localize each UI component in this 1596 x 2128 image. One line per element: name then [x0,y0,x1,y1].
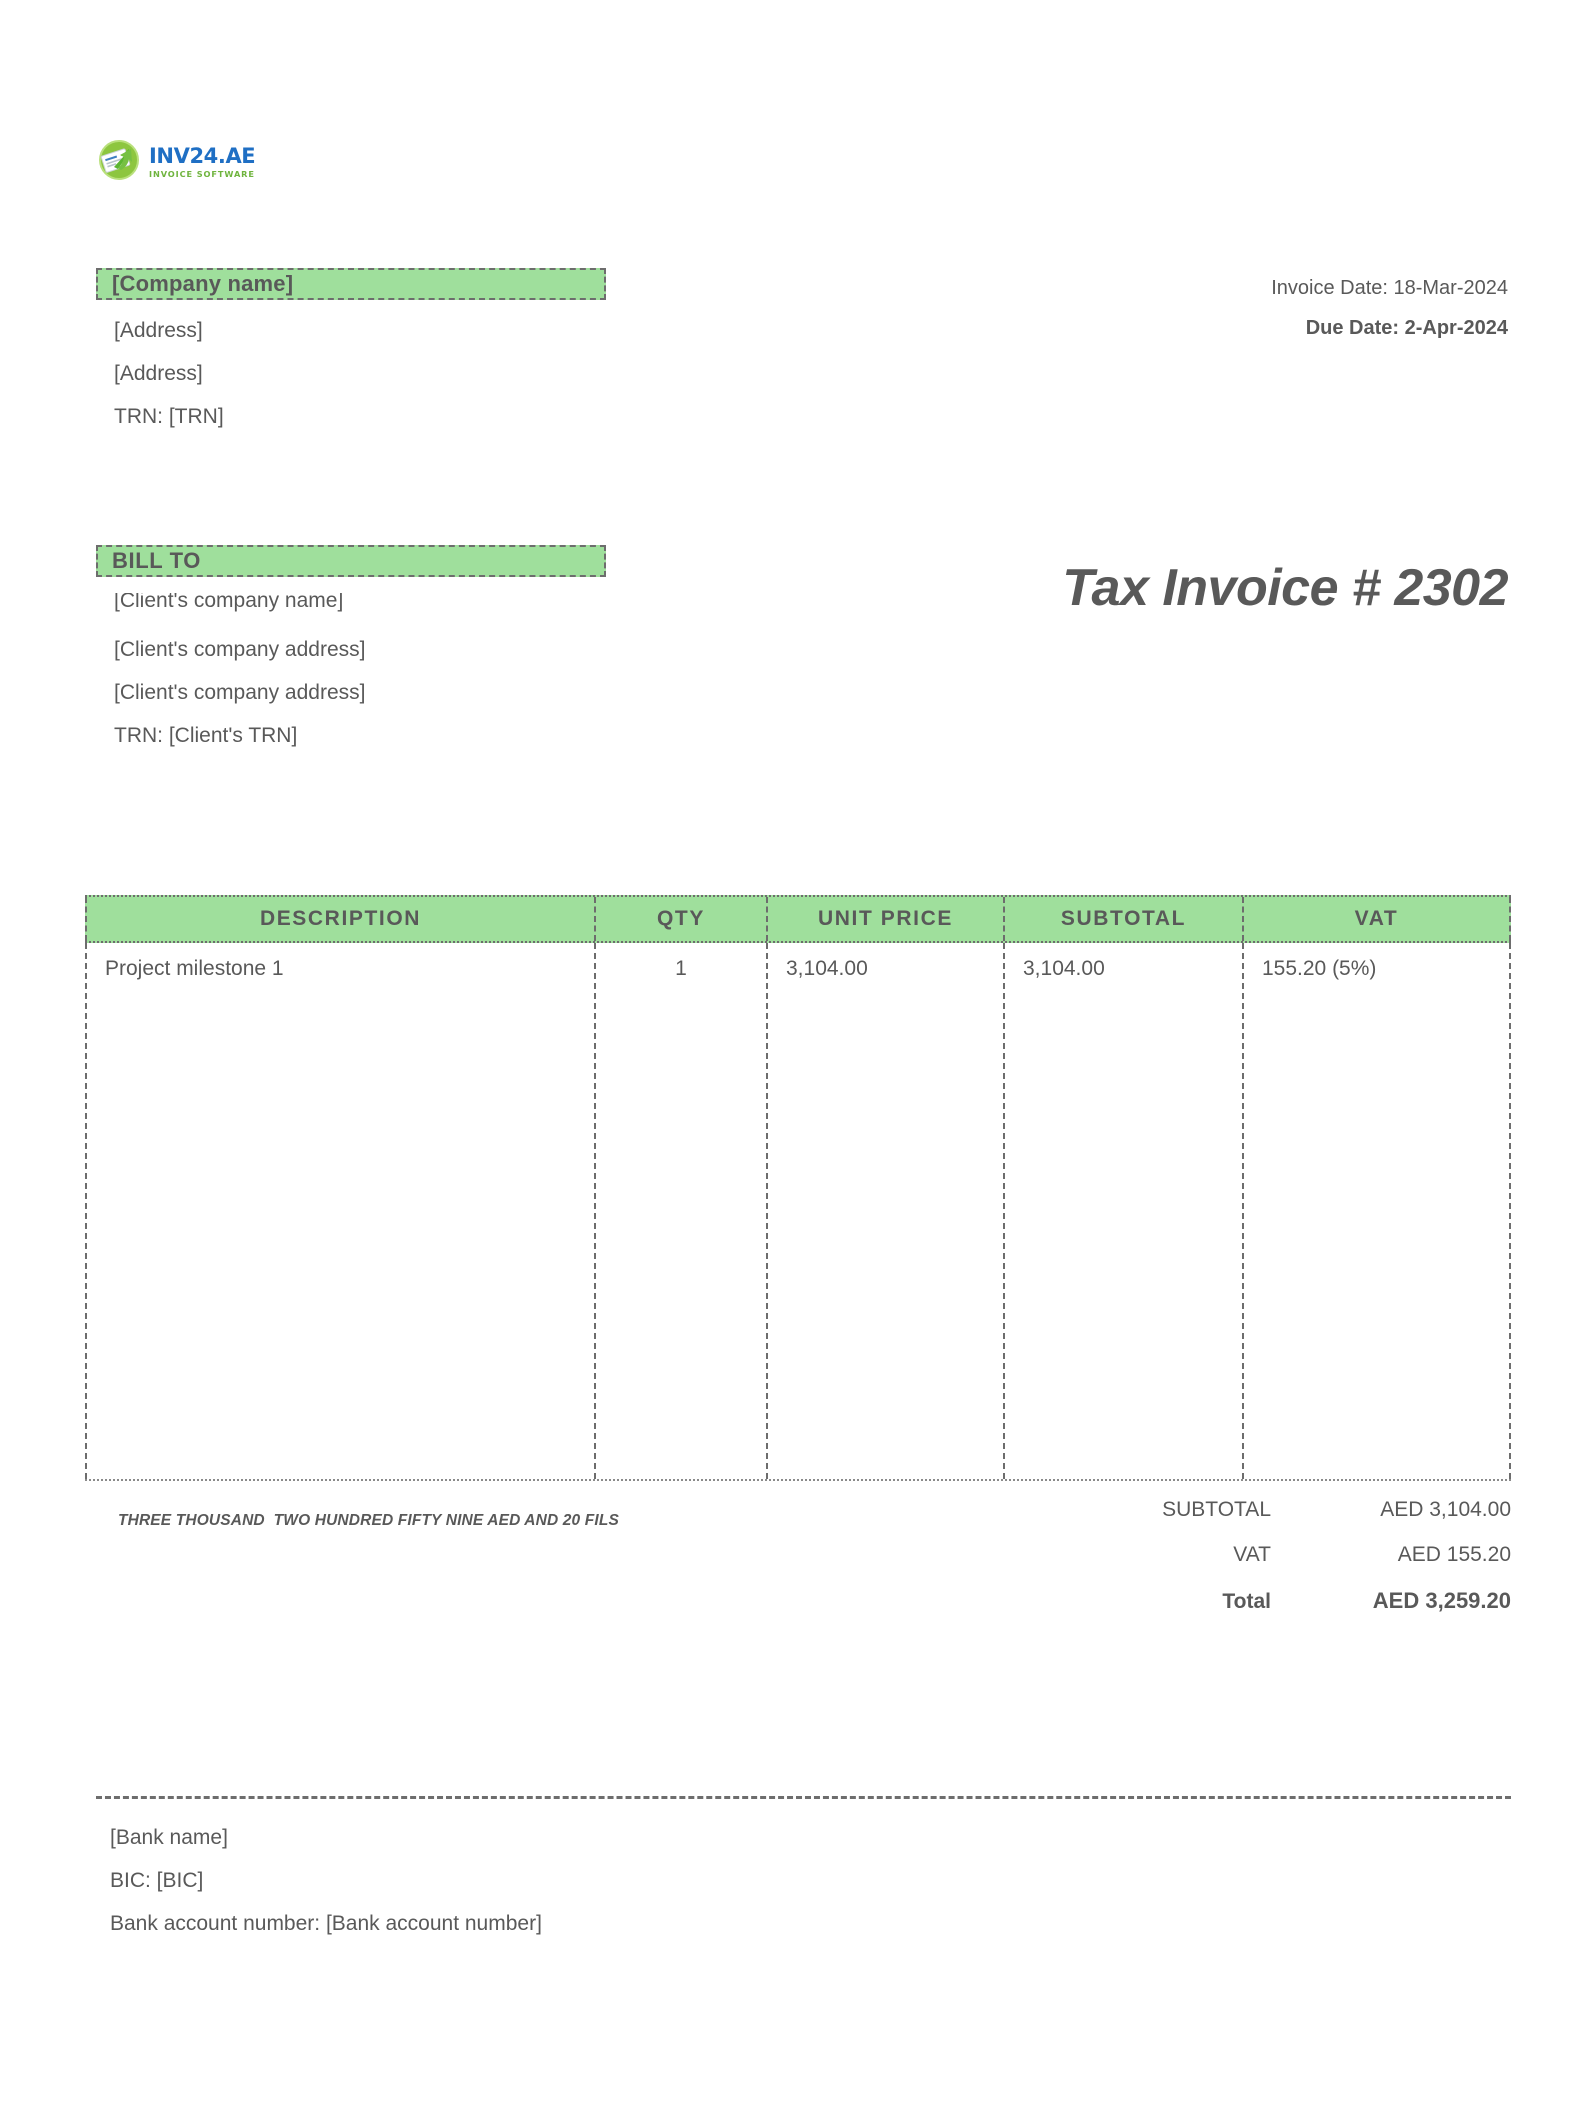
vat-label: VAT [1233,1543,1271,1566]
cell-qty-value: 1 [675,957,687,980]
bill-to-heading[interactable] [96,545,606,577]
column-header-unit-price-label: UNIT PRICE [817,907,953,930]
vat-value: AED 155.20 [1397,1543,1511,1566]
bank-bic: BIC: [BIC] [110,1869,204,1892]
client-trn: TRN: [Client's TRN] [114,724,298,747]
totals-row-vat [1051,1543,1511,1567]
client-address-line-2: [Client's company address] [114,681,366,704]
brand-name: INV24.AE [149,143,256,168]
invoice-arrow-logo-icon [96,137,142,183]
invoice-date: Invoice Date: 18-Mar-2024 [1271,277,1508,299]
cell-subtotal-value: 3,104.00 [1023,957,1105,980]
client-address-line-1: [Client's company address] [114,638,366,661]
dates-block [1271,278,1508,338]
brand-logo [96,137,255,183]
subtotal-value: AED 3,104.00 [1380,1498,1511,1521]
cell-vat-value: 155.20 (5%) [1262,957,1377,980]
brand-tagline: INVOICE SOFTWARE [149,168,255,179]
column-header-description-label: DESCRIPTION [259,907,422,930]
seller-block [96,268,606,427]
bill-to-block [96,545,606,746]
column-header-qty [594,897,766,941]
cell-description-value: Project milestone 1 [105,957,284,980]
bank-details-block [110,1827,542,1934]
cell-unit-price[interactable] [766,943,1003,1479]
subtotal-label: SUBTOTAL [1162,1498,1271,1521]
company-name-field[interactable] [96,268,606,300]
items-table-header-row [85,895,1511,943]
cell-description[interactable] [85,943,594,1479]
client-name-wrapper [96,593,606,617]
bank-account-number: Bank account number: [Bank account number] [110,1912,542,1935]
total-label: Total [1222,1590,1271,1613]
column-header-qty-label: QTY [657,907,705,930]
column-header-subtotal [1003,897,1242,941]
totals-block [1051,1498,1511,1614]
column-header-vat [1242,897,1511,941]
page-title: Tax Invoice # 2302 [1062,559,1508,617]
totals-row-subtotal [1051,1498,1511,1522]
due-date: Due Date: 2-Apr-2024 [1305,317,1508,339]
column-header-description [85,897,594,941]
bank-name: [Bank name] [110,1826,228,1849]
cell-subtotal[interactable] [1003,943,1242,1479]
amount-in-words: THREE THOUSAND TWO HUNDRED FIFTY NINE AED AND 20 FILS [118,1512,619,1529]
cell-qty[interactable] [594,943,766,1479]
bill-to-label: BILL TO [112,547,201,573]
items-table [85,895,1511,1481]
column-header-vat-label: VAT [1354,907,1399,930]
company-address-line-2: [Address] [114,362,203,385]
company-trn: TRN: [TRN] [114,405,224,428]
company-name-label: [Company name] [112,270,294,296]
cell-unit-price-value: 3,104.00 [786,957,868,980]
cell-vat[interactable] [1242,943,1511,1479]
table-row[interactable] [85,943,1511,1481]
company-address-line-1: [Address] [114,319,203,342]
column-header-unit-price [766,897,1003,941]
footer-divider [96,1796,1511,1799]
totals-row-total [1051,1588,1511,1614]
brand-logo-text [149,142,255,178]
total-value: AED 3,259.20 [1372,1588,1511,1613]
client-company-name: [Client's company name] [114,593,344,612]
column-header-subtotal-label: SUBTOTAL [1060,907,1187,930]
